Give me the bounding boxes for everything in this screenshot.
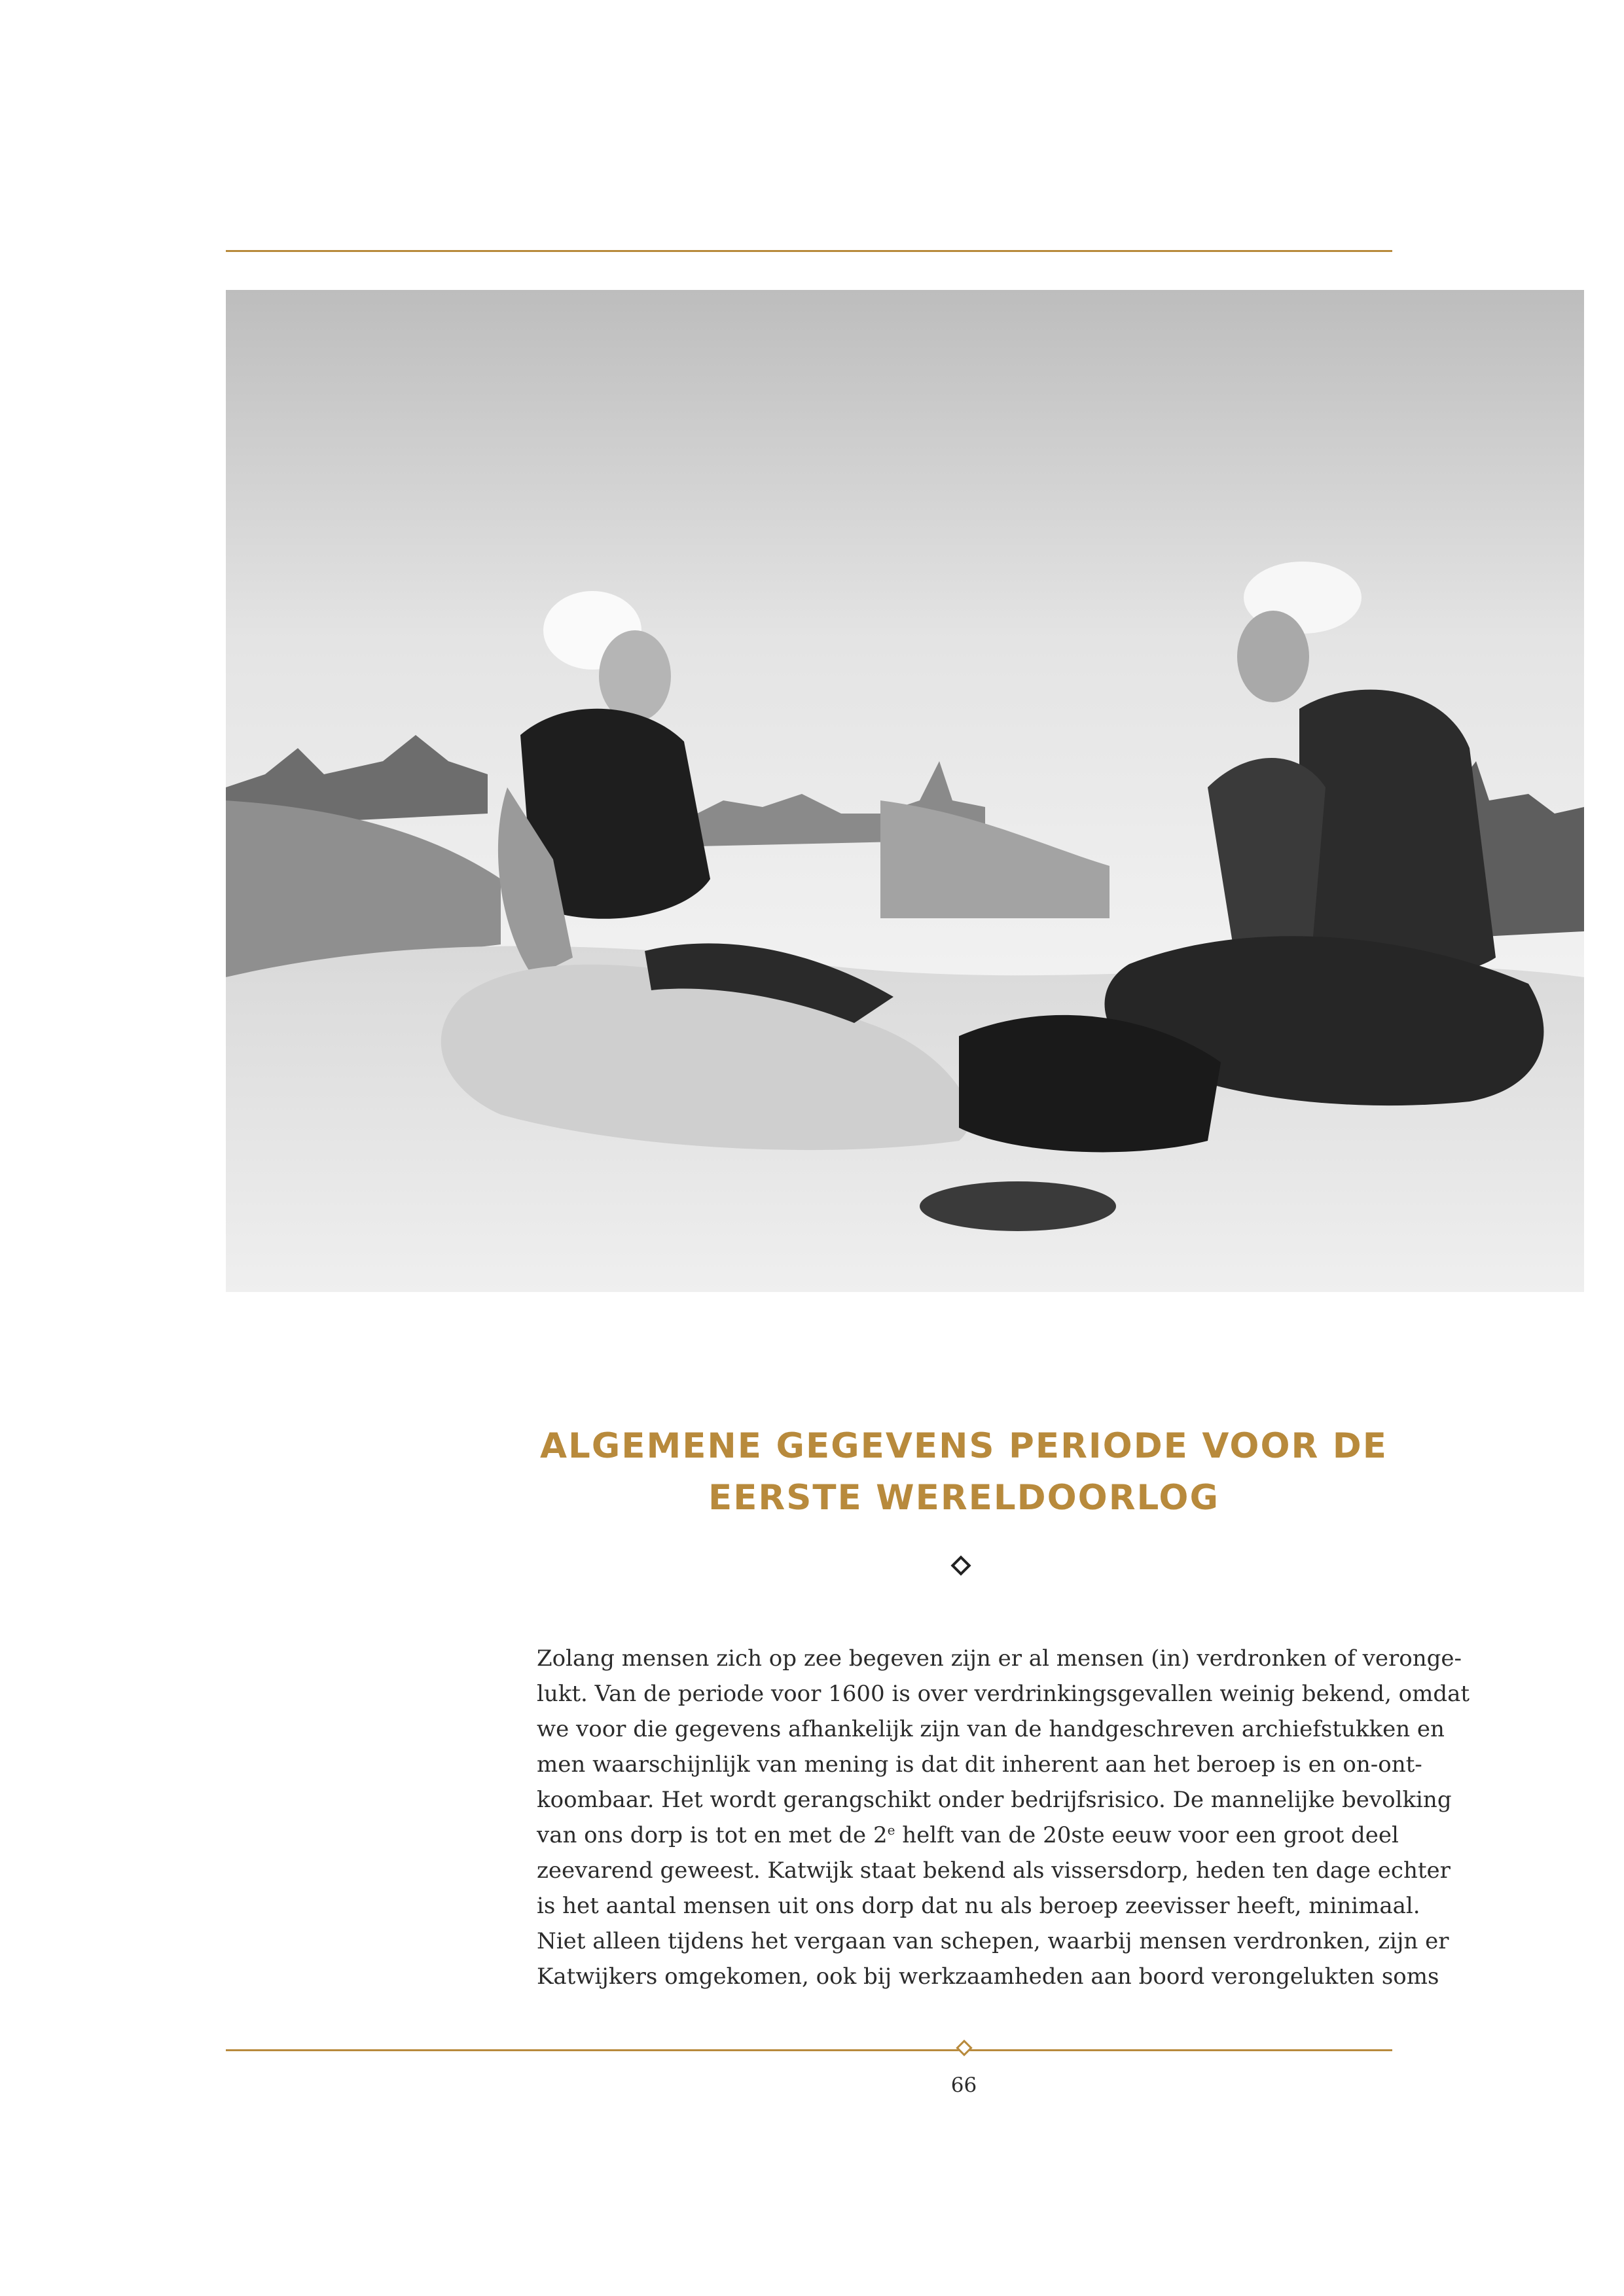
diamond-ornament-icon: [950, 1555, 971, 1575]
body-line: koombaar. Het wordt gerangschikt onder bedrijfsrisico. De mannelijke bevolking: [537, 1787, 1452, 1813]
ordinal-superscript: e: [887, 1822, 895, 1838]
body-line-part: van ons dorp is tot en met de 2: [537, 1822, 888, 1848]
body-line-part: helft van de 20ste eeuw voor een groot deel: [895, 1822, 1399, 1848]
body-line: lukt. Van de periode voor 1600 is over verdrinkingsgevallen weinig bekend, omdat: [537, 1681, 1470, 1707]
rule-diamond-icon: [956, 2039, 972, 2056]
section-heading-line-2: EERSTE WERELDOORLOG: [708, 1478, 1219, 1518]
photo-illustration: [226, 290, 1584, 1292]
body-line: Zolang mensen zich op zee begeven zijn er al mensen (in) verdronken of veronge-: [537, 1645, 1462, 1672]
body-line: zeevarend geweest. Katwijk staat bekend als vissersdorp, heden ten dage echter: [537, 1857, 1451, 1884]
body-line: Niet alleen tijdens het vergaan van schepen, waarbij mensen verdronken, zijn er: [537, 1928, 1449, 1954]
body-paragraph: [537, 1641, 1470, 1994]
body-line: we voor die gegevens afhankelijk zijn van de handgeschreven archiefstukken en: [537, 1716, 1445, 1742]
body-line: men waarschijnlijk van mening is dat dit inherent aan het beroep is en on-ont-: [537, 1751, 1422, 1778]
section-heading: [537, 1420, 1391, 1524]
archival-photo: [226, 290, 1584, 1292]
section-heading-line-1: ALGEMENE GEGEVENS PERIODE VOOR DE: [539, 1426, 1388, 1466]
page-number: 66: [950, 2073, 977, 2097]
body-line: is het aantal mensen uit ons dorp dat nu als beroep zeevisser heeft, minimaal.: [537, 1893, 1420, 1919]
bottom-rule: [226, 2049, 1392, 2051]
body-line: Katwijkers omgekomen, ook bij werkzaamheden aan boord verongelukten soms: [537, 1964, 1439, 1990]
body-line-with-superscript: [537, 1818, 1399, 1853]
top-rule: [226, 250, 1392, 252]
